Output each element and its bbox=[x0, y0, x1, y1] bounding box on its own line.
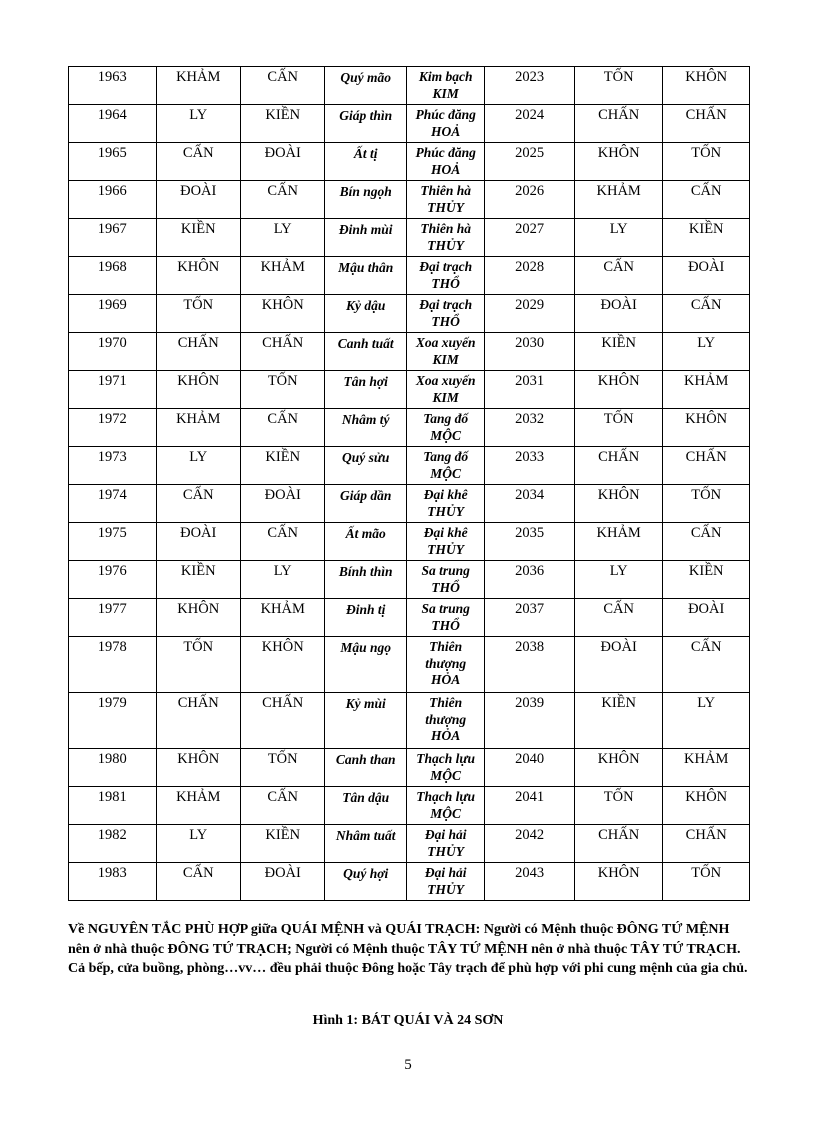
table-row bbox=[69, 561, 750, 599]
table-row bbox=[69, 219, 750, 257]
menh-cell bbox=[406, 295, 484, 333]
table-row bbox=[69, 371, 750, 409]
female-trigram-cell: KIỀN bbox=[240, 825, 324, 863]
female-trigram2-cell: CHẤN bbox=[663, 105, 750, 143]
menh-cell bbox=[406, 637, 484, 693]
female-trigram2-cell: KIỀN bbox=[663, 219, 750, 257]
menh-element: THỔ bbox=[431, 313, 460, 329]
male-trigram-cell: KHÔN bbox=[156, 371, 240, 409]
male-trigram-cell: KHẢM bbox=[156, 409, 240, 447]
female-trigram-cell: CẤN bbox=[240, 523, 324, 561]
table-row bbox=[69, 693, 750, 749]
can-chi-cell: Kỷ dậu bbox=[325, 295, 406, 333]
female-trigram2-cell: LY bbox=[663, 333, 750, 371]
male-trigram2-cell: ĐOÀI bbox=[574, 637, 663, 693]
can-chi-cell: Đinh mùi bbox=[325, 219, 406, 257]
year-cell: 1975 bbox=[69, 523, 157, 561]
female-trigram-cell: ĐOÀI bbox=[240, 863, 324, 901]
year-cell: 1978 bbox=[69, 637, 157, 693]
menh-name: Xoa xuyến bbox=[415, 373, 476, 388]
year2-cell: 2023 bbox=[485, 67, 575, 105]
male-trigram2-cell: CHẤN bbox=[574, 447, 663, 485]
male-trigram-cell: TỐN bbox=[156, 295, 240, 333]
menh-cell bbox=[406, 143, 484, 181]
male-trigram-cell: ĐOÀI bbox=[156, 523, 240, 561]
menh-element: THỦY bbox=[427, 843, 465, 859]
can-chi-cell: Ất mão bbox=[325, 523, 406, 561]
year2-cell: 2031 bbox=[485, 371, 575, 409]
male-trigram2-cell: LY bbox=[574, 219, 663, 257]
male-trigram-cell: LY bbox=[156, 447, 240, 485]
year2-cell: 2043 bbox=[485, 863, 575, 901]
year-cell: 1970 bbox=[69, 333, 157, 371]
menh-element: THỦY bbox=[427, 881, 465, 897]
menh-cell bbox=[406, 409, 484, 447]
menh-name: Đại hải bbox=[424, 865, 467, 880]
female-trigram-cell: CẤN bbox=[240, 409, 324, 447]
menh-name: Tang đố bbox=[423, 449, 469, 464]
female-trigram2-cell: KHẢM bbox=[663, 749, 750, 787]
year-cell: 1983 bbox=[69, 863, 157, 901]
male-trigram2-cell: LY bbox=[574, 561, 663, 599]
male-trigram-cell: CẤN bbox=[156, 485, 240, 523]
male-trigram2-cell: TỐN bbox=[574, 409, 663, 447]
male-trigram-cell: LY bbox=[156, 105, 240, 143]
menh-cell bbox=[406, 749, 484, 787]
table-row bbox=[69, 787, 750, 825]
menh-cell bbox=[406, 67, 484, 105]
menh-element: MỘC bbox=[430, 427, 462, 443]
female-trigram2-cell: CẤN bbox=[663, 523, 750, 561]
menh-name: Đại trạch bbox=[419, 297, 473, 312]
menh-name: Sa trung bbox=[421, 563, 470, 578]
menh-element: THỔ bbox=[431, 275, 460, 291]
rule-paragraph: Về NGUYÊN TẮC PHÙ HỢP giữa QUÁI MỆNH và QUÁI TRẠCH: Người có Mệnh thuộc ĐÔNG TỨ MỆNH nên ở nhà thuộc ĐÔNG TỨ TRẠCH; Người có Mệnh thuộc TÂY TỨ MỆNH nên ở nhà thuộc TÂY TỨ TRẠCH. Cả bếp, cửa buồng, phòng…vv… đều phải thuộc Đông hoặc Tây trạch để phù hợp với phi cung mệnh của gia chủ. bbox=[68, 922, 748, 976]
male-trigram2-cell: KHÔN bbox=[574, 749, 663, 787]
table-row bbox=[69, 447, 750, 485]
year2-cell: 2026 bbox=[485, 181, 575, 219]
year2-cell: 2041 bbox=[485, 787, 575, 825]
can-chi-cell: Bính thìn bbox=[325, 561, 406, 599]
menh-name: Thiên thượng bbox=[425, 695, 467, 727]
year-cell: 1981 bbox=[69, 787, 157, 825]
menh-name: Thạch lựu bbox=[416, 789, 476, 804]
female-trigram2-cell: TỐN bbox=[663, 485, 750, 523]
can-chi-cell: Giáp dần bbox=[325, 485, 406, 523]
female-trigram2-cell: CẤN bbox=[663, 637, 750, 693]
year2-cell: 2040 bbox=[485, 749, 575, 787]
year-cell: 1980 bbox=[69, 749, 157, 787]
male-trigram-cell: CHẤN bbox=[156, 693, 240, 749]
male-trigram-cell: CẤN bbox=[156, 863, 240, 901]
table-row bbox=[69, 863, 750, 901]
year-cell: 1973 bbox=[69, 447, 157, 485]
male-trigram2-cell: KIỀN bbox=[574, 333, 663, 371]
menh-element: MỘC bbox=[430, 767, 462, 783]
menh-element: KIM bbox=[432, 351, 459, 367]
menh-cell bbox=[406, 693, 484, 749]
menh-cell bbox=[406, 561, 484, 599]
male-trigram2-cell: CẤN bbox=[574, 257, 663, 295]
can-chi-cell: Nhâm tuất bbox=[325, 825, 406, 863]
male-trigram2-cell: ĐOÀI bbox=[574, 295, 663, 333]
menh-element: THỦY bbox=[427, 503, 465, 519]
table-row bbox=[69, 333, 750, 371]
female-trigram-cell: TỐN bbox=[240, 749, 324, 787]
year2-cell: 2033 bbox=[485, 447, 575, 485]
table-row bbox=[69, 825, 750, 863]
male-trigram-cell: KHÔN bbox=[156, 257, 240, 295]
menh-element: THỦY bbox=[427, 199, 465, 215]
female-trigram-cell: KHẢM bbox=[240, 599, 324, 637]
menh-element: THỔ bbox=[431, 579, 460, 595]
can-chi-cell: Canh tuất bbox=[325, 333, 406, 371]
can-chi-cell: Kỷ mùi bbox=[325, 693, 406, 749]
female-trigram2-cell: TỐN bbox=[663, 863, 750, 901]
male-trigram-cell: KIỀN bbox=[156, 561, 240, 599]
male-trigram2-cell: KHÔN bbox=[574, 485, 663, 523]
year-cell: 1967 bbox=[69, 219, 157, 257]
female-trigram-cell: KHẢM bbox=[240, 257, 324, 295]
menh-cell bbox=[406, 447, 484, 485]
male-trigram-cell: KHÔN bbox=[156, 749, 240, 787]
male-trigram-cell: KHẢM bbox=[156, 67, 240, 105]
male-trigram2-cell: CHẤN bbox=[574, 825, 663, 863]
can-chi-cell: Quý sửu bbox=[325, 447, 406, 485]
male-trigram2-cell: CẤN bbox=[574, 599, 663, 637]
can-chi-cell: Mậu thân bbox=[325, 257, 406, 295]
table-row bbox=[69, 181, 750, 219]
menh-name: Thiên hà bbox=[420, 221, 471, 236]
page-number: 5 bbox=[404, 1057, 412, 1073]
menh-element: HỎA bbox=[431, 672, 461, 687]
menh-name: Sa trung bbox=[421, 601, 470, 616]
year2-cell: 2036 bbox=[485, 561, 575, 599]
female-trigram2-cell: LY bbox=[663, 693, 750, 749]
year-cell: 1963 bbox=[69, 67, 157, 105]
female-trigram-cell: ĐOÀI bbox=[240, 485, 324, 523]
male-trigram-cell: CẤN bbox=[156, 143, 240, 181]
can-chi-cell: Tân hợi bbox=[325, 371, 406, 409]
menh-name: Xoa xuyến bbox=[415, 335, 476, 350]
female-trigram2-cell: ĐOÀI bbox=[663, 257, 750, 295]
table-row bbox=[69, 67, 750, 105]
year2-cell: 2037 bbox=[485, 599, 575, 637]
table-row bbox=[69, 749, 750, 787]
female-trigram-cell: KHÔN bbox=[240, 295, 324, 333]
male-trigram2-cell: CHẤN bbox=[574, 105, 663, 143]
menh-element: KIM bbox=[432, 85, 459, 101]
table-row bbox=[69, 637, 750, 693]
menh-name: Đại khê bbox=[423, 525, 468, 540]
can-chi-cell: Tân dậu bbox=[325, 787, 406, 825]
year2-cell: 2027 bbox=[485, 219, 575, 257]
year2-cell: 2028 bbox=[485, 257, 575, 295]
year2-cell: 2038 bbox=[485, 637, 575, 693]
year2-cell: 2029 bbox=[485, 295, 575, 333]
menh-cell bbox=[406, 863, 484, 901]
can-chi-cell: Canh than bbox=[325, 749, 406, 787]
male-trigram2-cell: KHẢM bbox=[574, 523, 663, 561]
year2-cell: 2034 bbox=[485, 485, 575, 523]
female-trigram-cell: CẤN bbox=[240, 67, 324, 105]
female-trigram2-cell: KIỀN bbox=[663, 561, 750, 599]
female-trigram2-cell: CHẤN bbox=[663, 447, 750, 485]
menh-cell bbox=[406, 105, 484, 143]
menh-cell bbox=[406, 485, 484, 523]
year2-cell: 2032 bbox=[485, 409, 575, 447]
male-trigram2-cell: TỐN bbox=[574, 67, 663, 105]
can-chi-cell: Giáp thìn bbox=[325, 105, 406, 143]
menh-cell bbox=[406, 333, 484, 371]
male-trigram-cell: KHÔN bbox=[156, 599, 240, 637]
can-chi-cell: Đinh tị bbox=[325, 599, 406, 637]
table-row bbox=[69, 599, 750, 637]
menh-element: KIM bbox=[432, 389, 459, 405]
female-trigram-cell: CHẤN bbox=[240, 693, 324, 749]
female-trigram2-cell: CẤN bbox=[663, 295, 750, 333]
male-trigram-cell: KHẢM bbox=[156, 787, 240, 825]
menh-element: THỔ bbox=[431, 617, 460, 633]
male-trigram2-cell: KIỀN bbox=[574, 693, 663, 749]
female-trigram2-cell: CHẤN bbox=[663, 825, 750, 863]
female-trigram-cell: KIỀN bbox=[240, 447, 324, 485]
year-cell: 1977 bbox=[69, 599, 157, 637]
menh-name: Đại khê bbox=[423, 487, 468, 502]
can-chi-cell: Quý mão bbox=[325, 67, 406, 105]
menh-name: Thạch lựu bbox=[416, 751, 476, 766]
menh-name: Phúc đăng bbox=[415, 107, 476, 122]
year2-cell: 2024 bbox=[485, 105, 575, 143]
female-trigram2-cell: KHẢM bbox=[663, 371, 750, 409]
menh-name: Kim bạch bbox=[418, 69, 473, 84]
menh-name: Đại trạch bbox=[419, 259, 473, 274]
menh-name: Thiên hà bbox=[420, 183, 471, 198]
female-trigram2-cell: KHÔN bbox=[663, 787, 750, 825]
menh-element: HOẢ bbox=[431, 123, 461, 139]
menh-element: HOẢ bbox=[431, 161, 461, 177]
menh-cell bbox=[406, 181, 484, 219]
year-cell: 1979 bbox=[69, 693, 157, 749]
menh-cell bbox=[406, 787, 484, 825]
male-trigram2-cell: KHÔN bbox=[574, 371, 663, 409]
female-trigram2-cell: ĐOÀI bbox=[663, 599, 750, 637]
can-chi-cell: Bín ngọh bbox=[325, 181, 406, 219]
year-cell: 1971 bbox=[69, 371, 157, 409]
can-chi-cell: Nhâm tý bbox=[325, 409, 406, 447]
menh-element: THỦY bbox=[427, 237, 465, 253]
menh-element: THỦY bbox=[427, 541, 465, 557]
male-trigram-cell: LY bbox=[156, 825, 240, 863]
menh-cell bbox=[406, 371, 484, 409]
year2-cell: 2042 bbox=[485, 825, 575, 863]
menh-cell bbox=[406, 825, 484, 863]
year2-cell: 2039 bbox=[485, 693, 575, 749]
female-trigram-cell: LY bbox=[240, 561, 324, 599]
female-trigram2-cell: KHÔN bbox=[663, 67, 750, 105]
year2-cell: 2025 bbox=[485, 143, 575, 181]
table-row bbox=[69, 143, 750, 181]
year-cell: 1982 bbox=[69, 825, 157, 863]
table-row bbox=[69, 257, 750, 295]
menh-cell bbox=[406, 599, 484, 637]
table-row bbox=[69, 523, 750, 561]
can-chi-cell: Quý hợi bbox=[325, 863, 406, 901]
can-chi-cell: Mậu ngọ bbox=[325, 637, 406, 693]
menh-name: Tang đố bbox=[423, 411, 469, 426]
year-cell: 1969 bbox=[69, 295, 157, 333]
year-cell: 1974 bbox=[69, 485, 157, 523]
male-trigram-cell: ĐOÀI bbox=[156, 181, 240, 219]
menh-cell bbox=[406, 523, 484, 561]
year-table bbox=[68, 66, 750, 901]
female-trigram-cell: CẤN bbox=[240, 787, 324, 825]
can-chi-cell: Ất tị bbox=[325, 143, 406, 181]
female-trigram-cell: KHÔN bbox=[240, 637, 324, 693]
male-trigram-cell: CHẤN bbox=[156, 333, 240, 371]
year2-cell: 2030 bbox=[485, 333, 575, 371]
female-trigram-cell: LY bbox=[240, 219, 324, 257]
year-cell: 1972 bbox=[69, 409, 157, 447]
male-trigram2-cell: TỐN bbox=[574, 787, 663, 825]
female-trigram2-cell: CẤN bbox=[663, 181, 750, 219]
male-trigram2-cell: KHẢM bbox=[574, 181, 663, 219]
year-cell: 1966 bbox=[69, 181, 157, 219]
table-row bbox=[69, 105, 750, 143]
female-trigram-cell: TỐN bbox=[240, 371, 324, 409]
year-cell: 1968 bbox=[69, 257, 157, 295]
male-trigram2-cell: KHÔN bbox=[574, 143, 663, 181]
year-cell: 1965 bbox=[69, 143, 157, 181]
table-body bbox=[69, 67, 750, 901]
table-row bbox=[69, 409, 750, 447]
menh-element: MỘC bbox=[430, 465, 462, 481]
table-row bbox=[69, 485, 750, 523]
male-trigram-cell: KIỀN bbox=[156, 219, 240, 257]
female-trigram2-cell: TỐN bbox=[663, 143, 750, 181]
menh-cell bbox=[406, 219, 484, 257]
menh-cell bbox=[406, 257, 484, 295]
female-trigram-cell: ĐOÀI bbox=[240, 143, 324, 181]
menh-element: HỎA bbox=[431, 728, 461, 743]
menh-name: Phúc đăng bbox=[415, 145, 476, 160]
female-trigram2-cell: KHÔN bbox=[663, 409, 750, 447]
year-cell: 1964 bbox=[69, 105, 157, 143]
menh-element: MỘC bbox=[430, 805, 462, 821]
year-cell: 1976 bbox=[69, 561, 157, 599]
menh-name: Thiên thượng bbox=[425, 639, 467, 671]
male-trigram2-cell: KHÔN bbox=[574, 863, 663, 901]
female-trigram-cell: KIỀN bbox=[240, 105, 324, 143]
female-trigram-cell: CHẤN bbox=[240, 333, 324, 371]
year2-cell: 2035 bbox=[485, 523, 575, 561]
female-trigram-cell: CẤN bbox=[240, 181, 324, 219]
figure-caption: Hình 1: BÁT QUÁI VÀ 24 SƠN bbox=[312, 1013, 504, 1028]
male-trigram-cell: TỐN bbox=[156, 637, 240, 693]
table-row bbox=[69, 295, 750, 333]
menh-name: Đại hải bbox=[424, 827, 467, 842]
